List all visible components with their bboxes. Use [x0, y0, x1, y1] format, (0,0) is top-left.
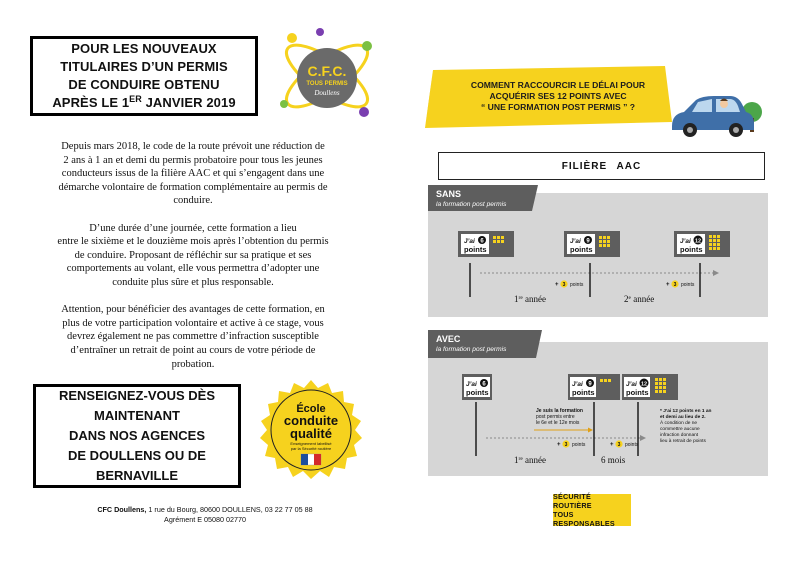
svg-text:post permis entre: post permis entre: [536, 414, 575, 420]
car-illustration: [668, 86, 768, 142]
svg-text:+: +: [557, 442, 561, 448]
intro-text: [28, 140, 358, 385]
svg-text:points: points: [625, 442, 639, 448]
paragraph-1: Depuis mars 2018, le code de la route prévoit une réduction de 2 ans à 1 an et demi du permis probatoire pour tous les jeunes conducteurs issus de la filière AAC et qui s’engagent dans une démarche volontaire de formation complémentaire au permis de conduire.: [58, 141, 328, 207]
svg-text:3: 3: [564, 442, 568, 448]
paragraph-3: Attention, pour bénéficier des avantages de cette formation, en plus de votre participation volontaire et active à ce stage, vous devrez également ne pas commettre d’infraction susceptible d’entraîner un retrait de point au cours de votre période de probation.: [61, 304, 325, 370]
filiere-label: FILIÈRE AAC: [561, 160, 642, 172]
sans-tag-title: SANS: [436, 189, 462, 199]
headline-line-3: DE CONDUIRE OBTENU: [68, 77, 220, 92]
sans-year-2: 2e année: [624, 294, 655, 304]
svg-text:points: points: [570, 282, 584, 288]
sign-12-points: [674, 231, 730, 257]
svg-text:le 6e et le 12e mois: le 6e et le 12e mois: [536, 420, 580, 426]
address-line: CFC Doullens, 1 rue du Bourg, 80600 DOULLENS, 03 22 77 05 88: [97, 505, 313, 514]
svg-text:À condition de ne: À condition de ne: [660, 421, 698, 426]
headline-line-1: POUR LES NOUVEAUX: [71, 41, 217, 56]
svg-text:points: points: [572, 388, 595, 397]
avec-6-mois: 6 mois: [601, 455, 626, 465]
logo-text-doullens: Doullens: [314, 89, 340, 97]
avec-sign-9-points: [568, 374, 620, 400]
svg-text:J’ai: J’ai: [570, 238, 581, 245]
contact-line-3: DANS NOS AGENCES: [68, 428, 206, 443]
paragraph-2: D’une durée d’une journée, cette formation a lieu entre le sixième et le douzième mois après l’obtention du permis de conduire. Proposant de réfléchir sur sa pratique et ses comportements au volant, elle vous permettra d’adopter une conduite plus sûre et plus responsable.: [57, 222, 329, 288]
contact-line-2: MAINTENANT: [94, 408, 180, 423]
seal-text-conduite: conduite: [283, 413, 339, 428]
contact-line-1: RENSEIGNEZ-VOUS DÈS: [58, 388, 216, 403]
svg-text:Je suis la formation: Je suis la formation: [536, 408, 583, 414]
question-title: COMMENT RACCOURCIR LE DÉLAI POUR ACQUÉRIR SES 12 POINTS AVEC “ UNE FORMATION POST PERMIS ” ?: [470, 80, 646, 112]
logo-text-cfc: C.F.C.: [307, 63, 347, 79]
avec-year-1: 1re année: [514, 455, 547, 465]
svg-text:* J’ai 12 points en 1 an: * J’ai 12 points en 1 an: [660, 409, 712, 414]
filiere-aac-box: [438, 152, 765, 180]
svg-text:J’ai: J’ai: [466, 381, 477, 388]
svg-text:+: +: [610, 442, 614, 448]
panel-without-training: [428, 185, 768, 317]
svg-text:points: points: [570, 245, 593, 254]
sign-6-points: [458, 231, 514, 257]
agrement-line: Agrément E 05080 02770: [164, 515, 246, 524]
svg-text:12: 12: [640, 381, 648, 388]
seal-text-small-2: par la Sécurité routière: [290, 446, 332, 451]
svg-text:J’ai: J’ai: [680, 238, 691, 245]
svg-text:3: 3: [673, 282, 677, 288]
panel-with-training: [428, 330, 768, 476]
headline-line-4: APRÈS LE 1ER JANVIER 2019: [52, 94, 236, 110]
svg-text:commettre aucune: commettre aucune: [660, 427, 700, 432]
sans-tag-subtitle: la formation post permis: [436, 201, 507, 208]
svg-text:J’ai: J’ai: [626, 381, 637, 388]
svg-text:+: +: [555, 282, 559, 288]
contact-box: [33, 384, 241, 488]
svg-text:points: points: [572, 442, 586, 448]
svg-text:points: points: [466, 388, 489, 397]
sign-9-points: [564, 231, 620, 257]
svg-text:lieu à retrait de points: lieu à retrait de points: [660, 439, 706, 444]
logo-text-tous-permis: TOUS PERMIS: [306, 81, 348, 87]
seal-text-small-1: Enseignement labellisé: [290, 441, 332, 446]
headline-line-2: TITULAIRES D’UN PERMIS: [60, 59, 228, 74]
svg-text:3: 3: [617, 442, 621, 448]
svg-text:6: 6: [482, 381, 486, 388]
avec-tag-title: AVEC: [436, 334, 461, 344]
svg-text:points: points: [626, 388, 649, 397]
address-footer: [40, 505, 370, 525]
headline-box: [30, 36, 258, 116]
svg-text:9: 9: [588, 381, 592, 388]
avec-sign-12-points: [622, 374, 678, 400]
avec-sign-6-points: [462, 374, 492, 400]
svg-text:+: +: [666, 282, 670, 288]
cfc-logo: [272, 26, 382, 126]
ecole-conduite-qualite-seal: [256, 378, 366, 488]
securite-routiere-logo: SÉCURITÉ ROUTIÈRE TOUS RESPONSABLES: [553, 494, 631, 526]
contact-line-4: DE DOULLENS OU DE: [68, 448, 206, 463]
svg-text:points: points: [681, 282, 695, 288]
french-flag-icon: [301, 454, 321, 465]
avec-tag-subtitle: la formation post permis: [436, 346, 507, 353]
svg-text:6: 6: [480, 238, 484, 245]
svg-text:et demi au lieu de 2.: et demi au lieu de 2.: [660, 415, 706, 420]
svg-text:9: 9: [586, 238, 590, 245]
svg-text:3: 3: [562, 282, 566, 288]
svg-text:J’ai: J’ai: [572, 381, 583, 388]
svg-text:points: points: [464, 245, 487, 254]
svg-text:points: points: [680, 245, 703, 254]
sans-year-1: 1re année: [514, 294, 547, 304]
contact-line-5: BERNAVILLE: [95, 468, 179, 483]
svg-text:J’ai: J’ai: [464, 238, 475, 245]
svg-text:infraction donnant: infraction donnant: [660, 433, 699, 438]
seal-text-ecole: École: [296, 403, 326, 415]
svg-text:12: 12: [694, 238, 702, 245]
seal-text-qualite: qualité: [290, 426, 332, 441]
